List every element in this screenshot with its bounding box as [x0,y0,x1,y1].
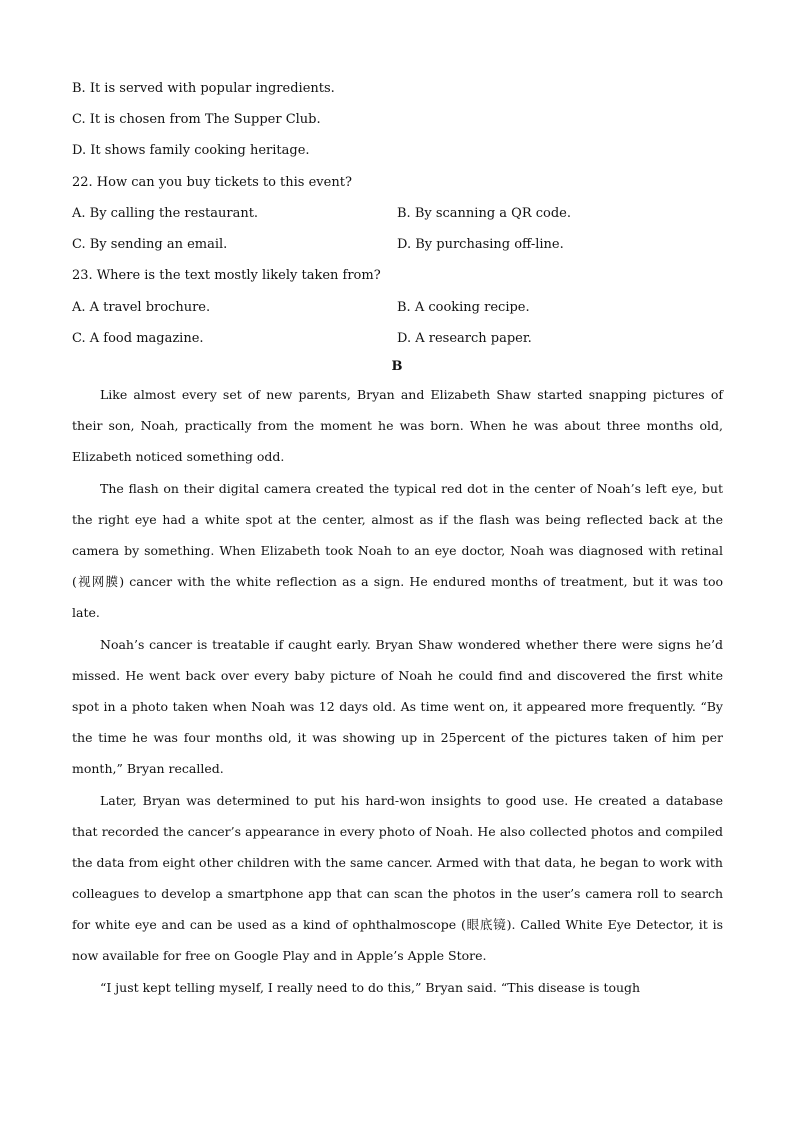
paragraph-4: Later, Bryan was determined to put his hard-won insights to good use. He created a database that recorded the cancer’s appearance in every photo of Noah. He also collected photos and compiled the data from eight other children with the same cancer. Armed with that data, he began to work with colleagues to develop a smartphone app that can scan the photos in the user’s camera roll to search for white eye and can be used as a kind of ophthalmoscope (眼底镜). Called White Eye Detector, it is now available for free on Google Play and in Apple’s Apple Store. [72,793,723,963]
q22-option-d: D. By purchasing off-line. [397,237,564,252]
q22-option-a: A. By calling the restaurant. [72,206,259,221]
q23-option-a: A. A travel brochure. [72,300,211,315]
q22-option-b: B. By scanning a QR code. [397,206,571,221]
paragraph-1: Like almost every set of new parents, Bryan and Elizabeth Shaw started snapping pictures of their son, Noah, practically from the moment he was born. When he was about three months old, Elizabeth noticed something odd. [72,387,723,464]
q23-option-c: C. A food magazine. [72,331,204,346]
q22-option-c: C. By sending an email. [72,237,228,252]
q21-option-d: D. It shows family cooking heritage. [72,143,310,158]
paragraph-2: The flash on their digital camera created the typical red dot in the center of Noah’s left eye, but the right eye had a white spot at the center, almost as if the flash was being reflected back at the camera by something. When Elizabeth took Noah to an eye doctor, Noah was diagnosed with retinal (视网膜) cancer with the white reflection as a sign. He endured months of treatment, but it was too late. [72,481,723,620]
q21-option-c: C. It is chosen from The Supper Club. [72,112,321,127]
q23-question: 23. Where is the text mostly likely taken from? [72,268,381,283]
q21-option-b: B. It is served with popular ingredients. [72,81,335,96]
q22-question: 22. How can you buy tickets to this event? [72,175,352,190]
section-heading: B [391,359,403,374]
paragraph-5: “I just kept telling myself, I really need to do this,” Bryan said. “This disease is tough [100,980,641,995]
paragraph-3: Noah’s cancer is treatable if caught early. Bryan Shaw wondered whether there were signs he’d missed. He went back over every baby picture of Noah he could find and discovered the first white spot in a photo taken when Noah was 12 days old. As time went on, it appeared more frequently. “By the time he was four months old, it was showing up in 25percent of the pictures taken of him per month,” Bryan recalled. [72,637,723,776]
q23-option-b: B. A cooking recipe. [397,300,530,315]
q23-option-d: D. A research paper. [397,331,532,346]
